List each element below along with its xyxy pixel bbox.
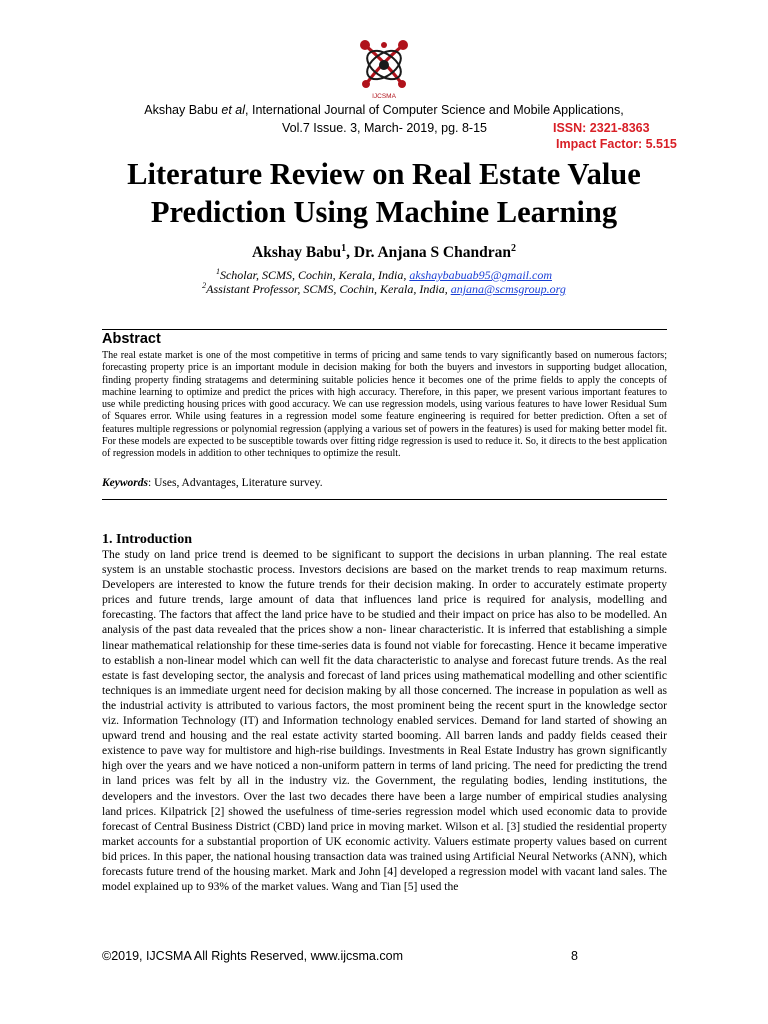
author-list: Akshay Babu$^1$, Dr. Anjana S Chandran$^2$ [252, 243, 516, 262]
abstract-text: The real estate market is one of the most competitive in terms of pricing and same tends to vary significantly based on numerous factors; forecasting property price is an important module in decision making for both the buyers and investors in supporting budget allocation, finding property finding stratagems and determining suitable policies hence it becomes one of the prime fields to apply the concepts of machine learning to optimize and predict the prices with high accuracy. Therefore, in this paper, we present various important features to use while predicting housing prices with good accuracy. We can use regression models, using various features to have lower Residual Sum of Squares error. While using features in a regression model some feature engineering is required for better prediction. Often a set of features multiple regressions or polynomial regression (applying a various set of powers in the features) is used for making better model fit. For these models are expected to be susceptible towards over fitting ridge regression is used to reduce it. So, it directs to the best application of regression models in addition to other techniques to optimize the result. [102, 350, 667, 460]
journal-logo [358, 38, 410, 100]
title-line-1: Literature Review on Real Estate Value [127, 157, 641, 191]
affiliation-1: $^1$Scholar, SCMS, Cochin, Kerala, India, akshaybabuab95@gmail.com [215, 267, 552, 282]
volume-info: Vol.7 Issue. 3, March- 2019, pg. 8-15 [282, 121, 487, 135]
email-link-1[interactable]: akshaybabuab95@gmail.com [409, 268, 552, 282]
atom-logo-icon [358, 38, 410, 100]
affiliation-2: $^2$Assistant Professor, SCMS, Cochin, Kerala, India, anjana@scmsgroup.org [202, 281, 566, 296]
introduction-text: The study on land price trend is deemed to be significant to support the decisions in urban planning. The real estate system is an unstable stochastic process. Investors decisions are based on the market trends to reap maximum returns. Developers are interested to know the future trends for their decision making. In order to accurately estimate property prices and future trends, large amount of data that influences land price is required for analysis, modelling and forecasting. The factors that affect the land price have to be studied and their impact on price has also to be modelled. An analysis of the past data revealed that the prices show a non- linear characteristic. It is inferred that establishing a simple linear mathematical relationship for these time-series data is found not viable for forecasting. Hence it became imperative to establish a non-linear model which can well fit the data characteristic to analyse and forecast future trends. As the real estate is fast developing sector, the analysis and forecast of land prices using mathematical modelling and other scientific techniques is an immediate urgent need for decision making by all those concerned. The increase in population as well as the industrial activity is attributed to various factors, the most prominent being the recent spurt in the knowledge sector viz. Information Technology (IT) and Information technology enabled services. Demand for land started of showing an upward trend and housing and the real estate activity started booming. All barren lands and paddy fields ceased their existence to pave way for multistore and high-rise buildings. Investments in Real Estate Industry has grown significantly high over the years and we have noticed a non-uniform pattern in terms of land pricing. The need for predicting the trend in land prices was felt by all in the industry viz. the Government, the regulating bodies, lending institutions, the developers and the investors. Over the last two decades there have been a large number of empirical studies analysing land prices. Kilpatrick [2] showed the usefulness of time-series regression model which used economic data to provide forecast of Central Business District (CBD) land price in moving market. Wilson et al. [3] studied the residential property market accounts for a substantial proportion of UK economic activity. Valuers estimate property values based on current bid prices. In this paper, the national housing transaction data was trained using Artificial Neural Networks (ANN), which forecasts future trend of the housing market. Mark and John [4] developed a regression model with vacant land sales. The model explained up to 93% of the market values. Wang and Tian [5] used the [102, 549, 667, 894]
abstract-top-rule [102, 329, 667, 330]
page-number: 8 [571, 949, 578, 963]
logo-text: IJCSMA [372, 93, 396, 100]
paper-title [0, 155, 768, 231]
abstract-heading: Abstract [102, 331, 161, 347]
abstract-bottom-rule [102, 499, 667, 500]
footer-copyright: ©2019, IJCSMA All Rights Reserved, www.ijcsma.com [102, 949, 403, 963]
et-al: et al [221, 103, 246, 117]
introduction-heading: 1. Introduction [102, 532, 192, 547]
issn: ISSN: 2321-8363 [553, 121, 650, 135]
keywords: Keywords: Uses, Advantages, Literature survey. [102, 477, 323, 489]
email-link-2[interactable]: anjana@scmsgroup.org [450, 282, 566, 296]
title-line-2: Prediction Using Machine Learning [150, 195, 618, 229]
journal-citation: Akshay Babu et al, International Journal of Computer Science and Mobile Applications, [144, 103, 624, 117]
impact-factor: Impact Factor: 5.515 [556, 137, 677, 151]
